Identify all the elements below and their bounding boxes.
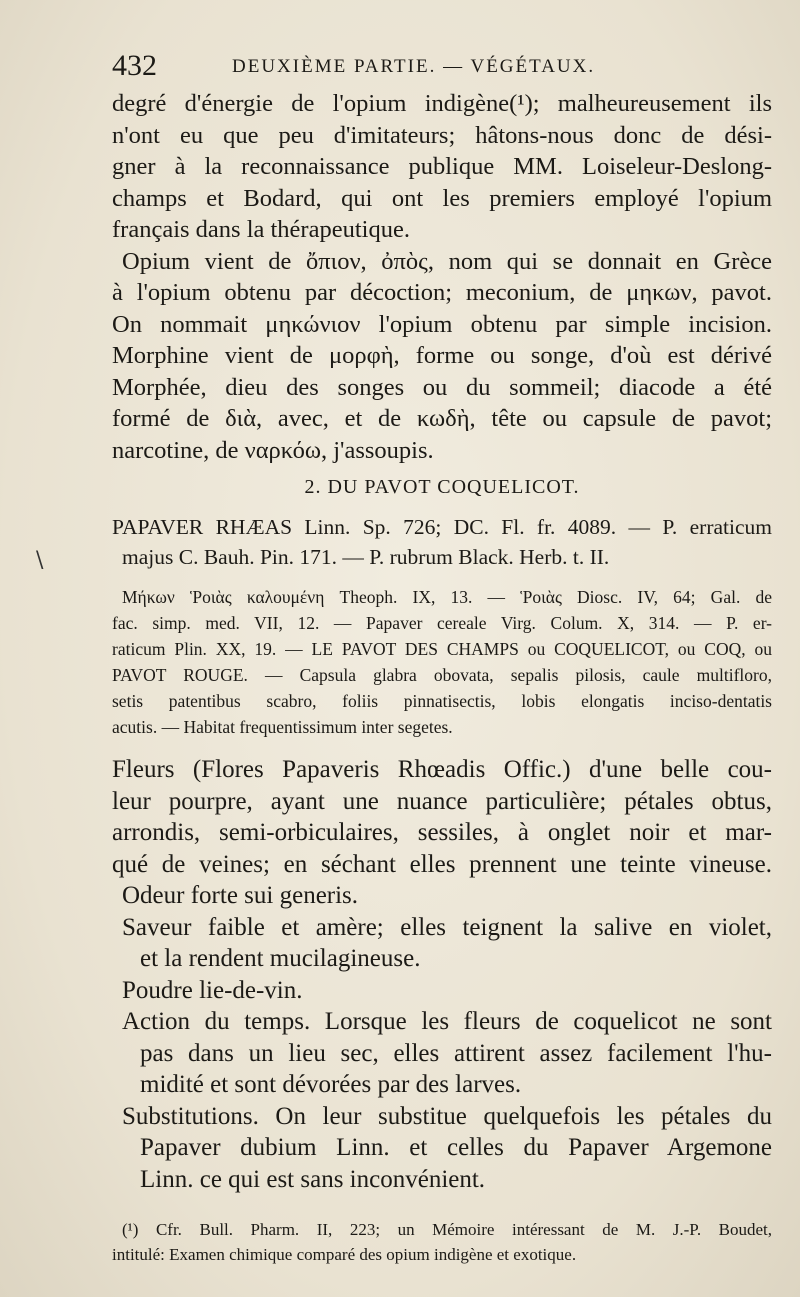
property-line: Poudre lie-de-vin.	[122, 976, 303, 1004]
text-line: Fleurs (Flores Papaveris Rhœadis Offic.) d'une belle cou-	[112, 756, 772, 783]
spacer	[112, 740, 772, 754]
footnote-line: intitulé: Examen chimique comparé des opium indigène et exotique.	[112, 1245, 577, 1264]
text-line: arrondis, semi-orbiculaires, sessiles, à onglet noir et mar-	[112, 819, 772, 846]
page-body	[112, 88, 772, 1267]
margin-mark: \	[36, 548, 44, 573]
text-line: leur pourpre, ayant une nuance particulière; pétales obtus,	[112, 787, 772, 815]
text-line: n'ont eu que peu d'imitateurs; hâtons-nous donc de dési-	[112, 121, 772, 149]
text-line: narcotine, de ναρκόω, j'assoupis.	[112, 436, 434, 464]
property-line: et la rendent mucilagineuse.	[140, 945, 421, 972]
text-line: Morphine vient de μορφὴ, forme ou songe, d'où est dérivé	[112, 342, 772, 369]
running-head	[112, 48, 772, 84]
synonymy-block	[112, 512, 772, 572]
property-line: pas dans un lieu sec, elles attirent assez facilement l'hu-	[140, 1039, 772, 1067]
paragraph-flowers	[112, 754, 772, 880]
text-line: à l'opium obtenu par décoction; meconium, de μηκων, pavot.	[112, 279, 772, 306]
citation-line: setis patentibus scabro, foliis pinnatisectis, lobis elongatis inciso-dentatis	[112, 691, 772, 711]
text-line: formé de διὰ, avec, et de κωδὴ, tête ou capsule de pavot;	[112, 405, 772, 432]
citation-line: fac. simp. med. VII, 12. — Papaver cereale Virg. Colum. X, 314. — P. er-	[112, 613, 772, 633]
property-line: Saveur faible et amère; elles teignent la salive en violet,	[122, 913, 772, 941]
spacer	[112, 572, 772, 584]
text-line: français dans la thérapeutique.	[112, 216, 410, 243]
text-line: degré d'énergie de l'opium indigène(¹); malheureusement ils	[112, 90, 772, 117]
citation-line: acutis. — Habitat frequentissimum inter segetes.	[112, 717, 453, 737]
property-line: Substitutions. On leur substitue quelquefois les pétales du	[122, 1102, 772, 1130]
running-title: DEUXIÈME PARTIE. — VÉGÉTAUX.	[232, 56, 596, 77]
text-line: Opium vient de ὄπιον, ὀπὸς, nom qui se donnait en Grèce	[122, 247, 772, 275]
text-line: gner à la reconnaissance publique MM. Loiseleur-Deslong-	[112, 153, 772, 180]
synonymy-line: majus C. Bauh. Pin. 171. — P. rubrum Black. Herb. t. II.	[122, 545, 610, 569]
property-line: Papaver dubium Linn. et celles du Papaver Argemone	[140, 1134, 772, 1161]
text-line: On nommait μηκώνιον l'opium obtenu par simple incision.	[112, 310, 772, 338]
property-line: Action du temps. Lorsque les fleurs de coquelicot ne sont	[122, 1008, 772, 1035]
property-line: Odeur forte sui generis.	[122, 882, 359, 909]
citation-line: raticum Plin. XX, 19. — LE PAVOT DES CHAMPS ou COQUELICOT, ou COQ, ou	[112, 639, 772, 659]
section-title: 2. DU PAVOT COQUELICOT.	[304, 476, 580, 498]
citations-block	[112, 584, 772, 740]
text-line: Morphée, dieu des songes ou du sommeil; diacode a été	[112, 373, 772, 401]
paragraph-opium-indigene	[112, 88, 772, 246]
spacer	[112, 1195, 772, 1217]
synonymy-line: PAPAVER RHÆAS Linn. Sp. 726; DC. Fl. fr. 4089. — P. erraticum	[112, 515, 772, 539]
footnote	[112, 1217, 772, 1267]
text-line: champs et Bodard, qui ont les premiers employé l'opium	[112, 184, 772, 212]
footnote-line: (¹) Cfr. Bull. Pharm. II, 223; un Mémoire intéressant de M. J.-P. Boudet,	[122, 1220, 772, 1239]
property-line: midité et sont dévorées par des larves.	[140, 1071, 522, 1098]
citation-line: Μήκων Ῥοιὰς καλουμένη Theoph. IX, 13. — Ῥοιὰς Diosc. IV, 64; Gal. de	[122, 587, 772, 607]
citation-line: PAVOT ROUGE. — Capsula glabra obovata, sepalis pilosis, caule multifloro,	[112, 665, 772, 685]
page-number: 432	[112, 49, 157, 82]
text-line: qué de veines; en séchant elles prennent une teinte vineuse.	[112, 850, 772, 878]
property-line: Linn. ce qui est sans inconvénient.	[140, 1165, 486, 1193]
properties-list	[112, 880, 772, 1195]
paragraph-etymology	[112, 246, 772, 467]
